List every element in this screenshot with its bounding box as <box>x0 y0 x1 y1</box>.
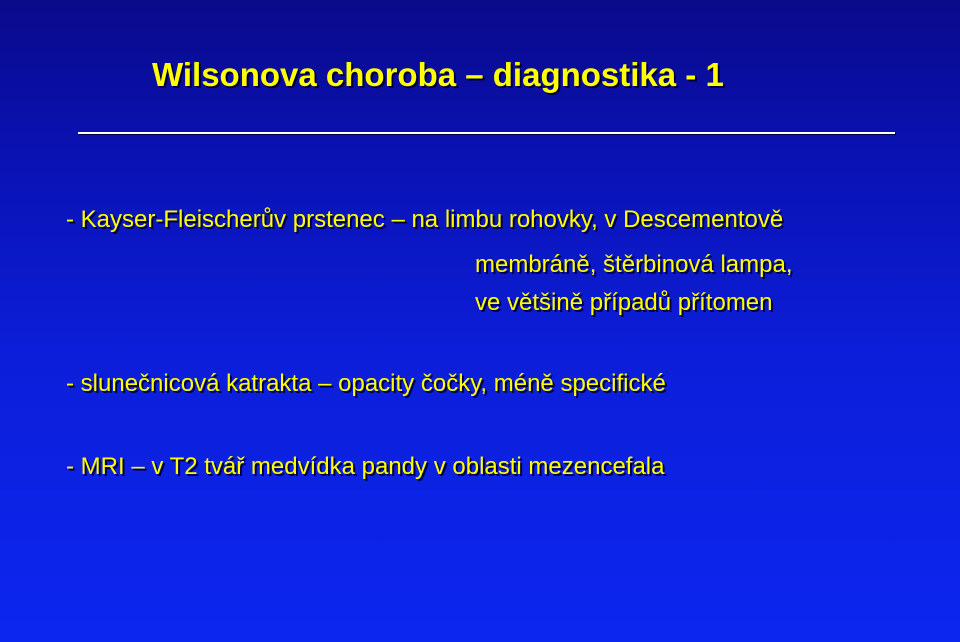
bullet-mri: - MRI – v T2 tvář medvídka pandy v oblasti mezencefala <box>66 453 665 480</box>
title-underline <box>78 132 895 134</box>
bullet-kayser-fleischer: - Kayser-Fleischerův prstenec – na limbu rohovky, v Descementově <box>66 206 784 233</box>
slide-title: Wilsonova choroba – diagnostika - 1 <box>152 56 724 93</box>
bullet-kayser-fleischer-continuation-2: ve většině případů přítomen <box>475 289 773 316</box>
bullet-sunflower-cataract: - slunečnicová katrakta – opacity čočky, méně specifické <box>66 370 666 397</box>
bullet-kayser-fleischer-continuation-1: membráně, štěrbinová lampa, <box>475 251 793 278</box>
